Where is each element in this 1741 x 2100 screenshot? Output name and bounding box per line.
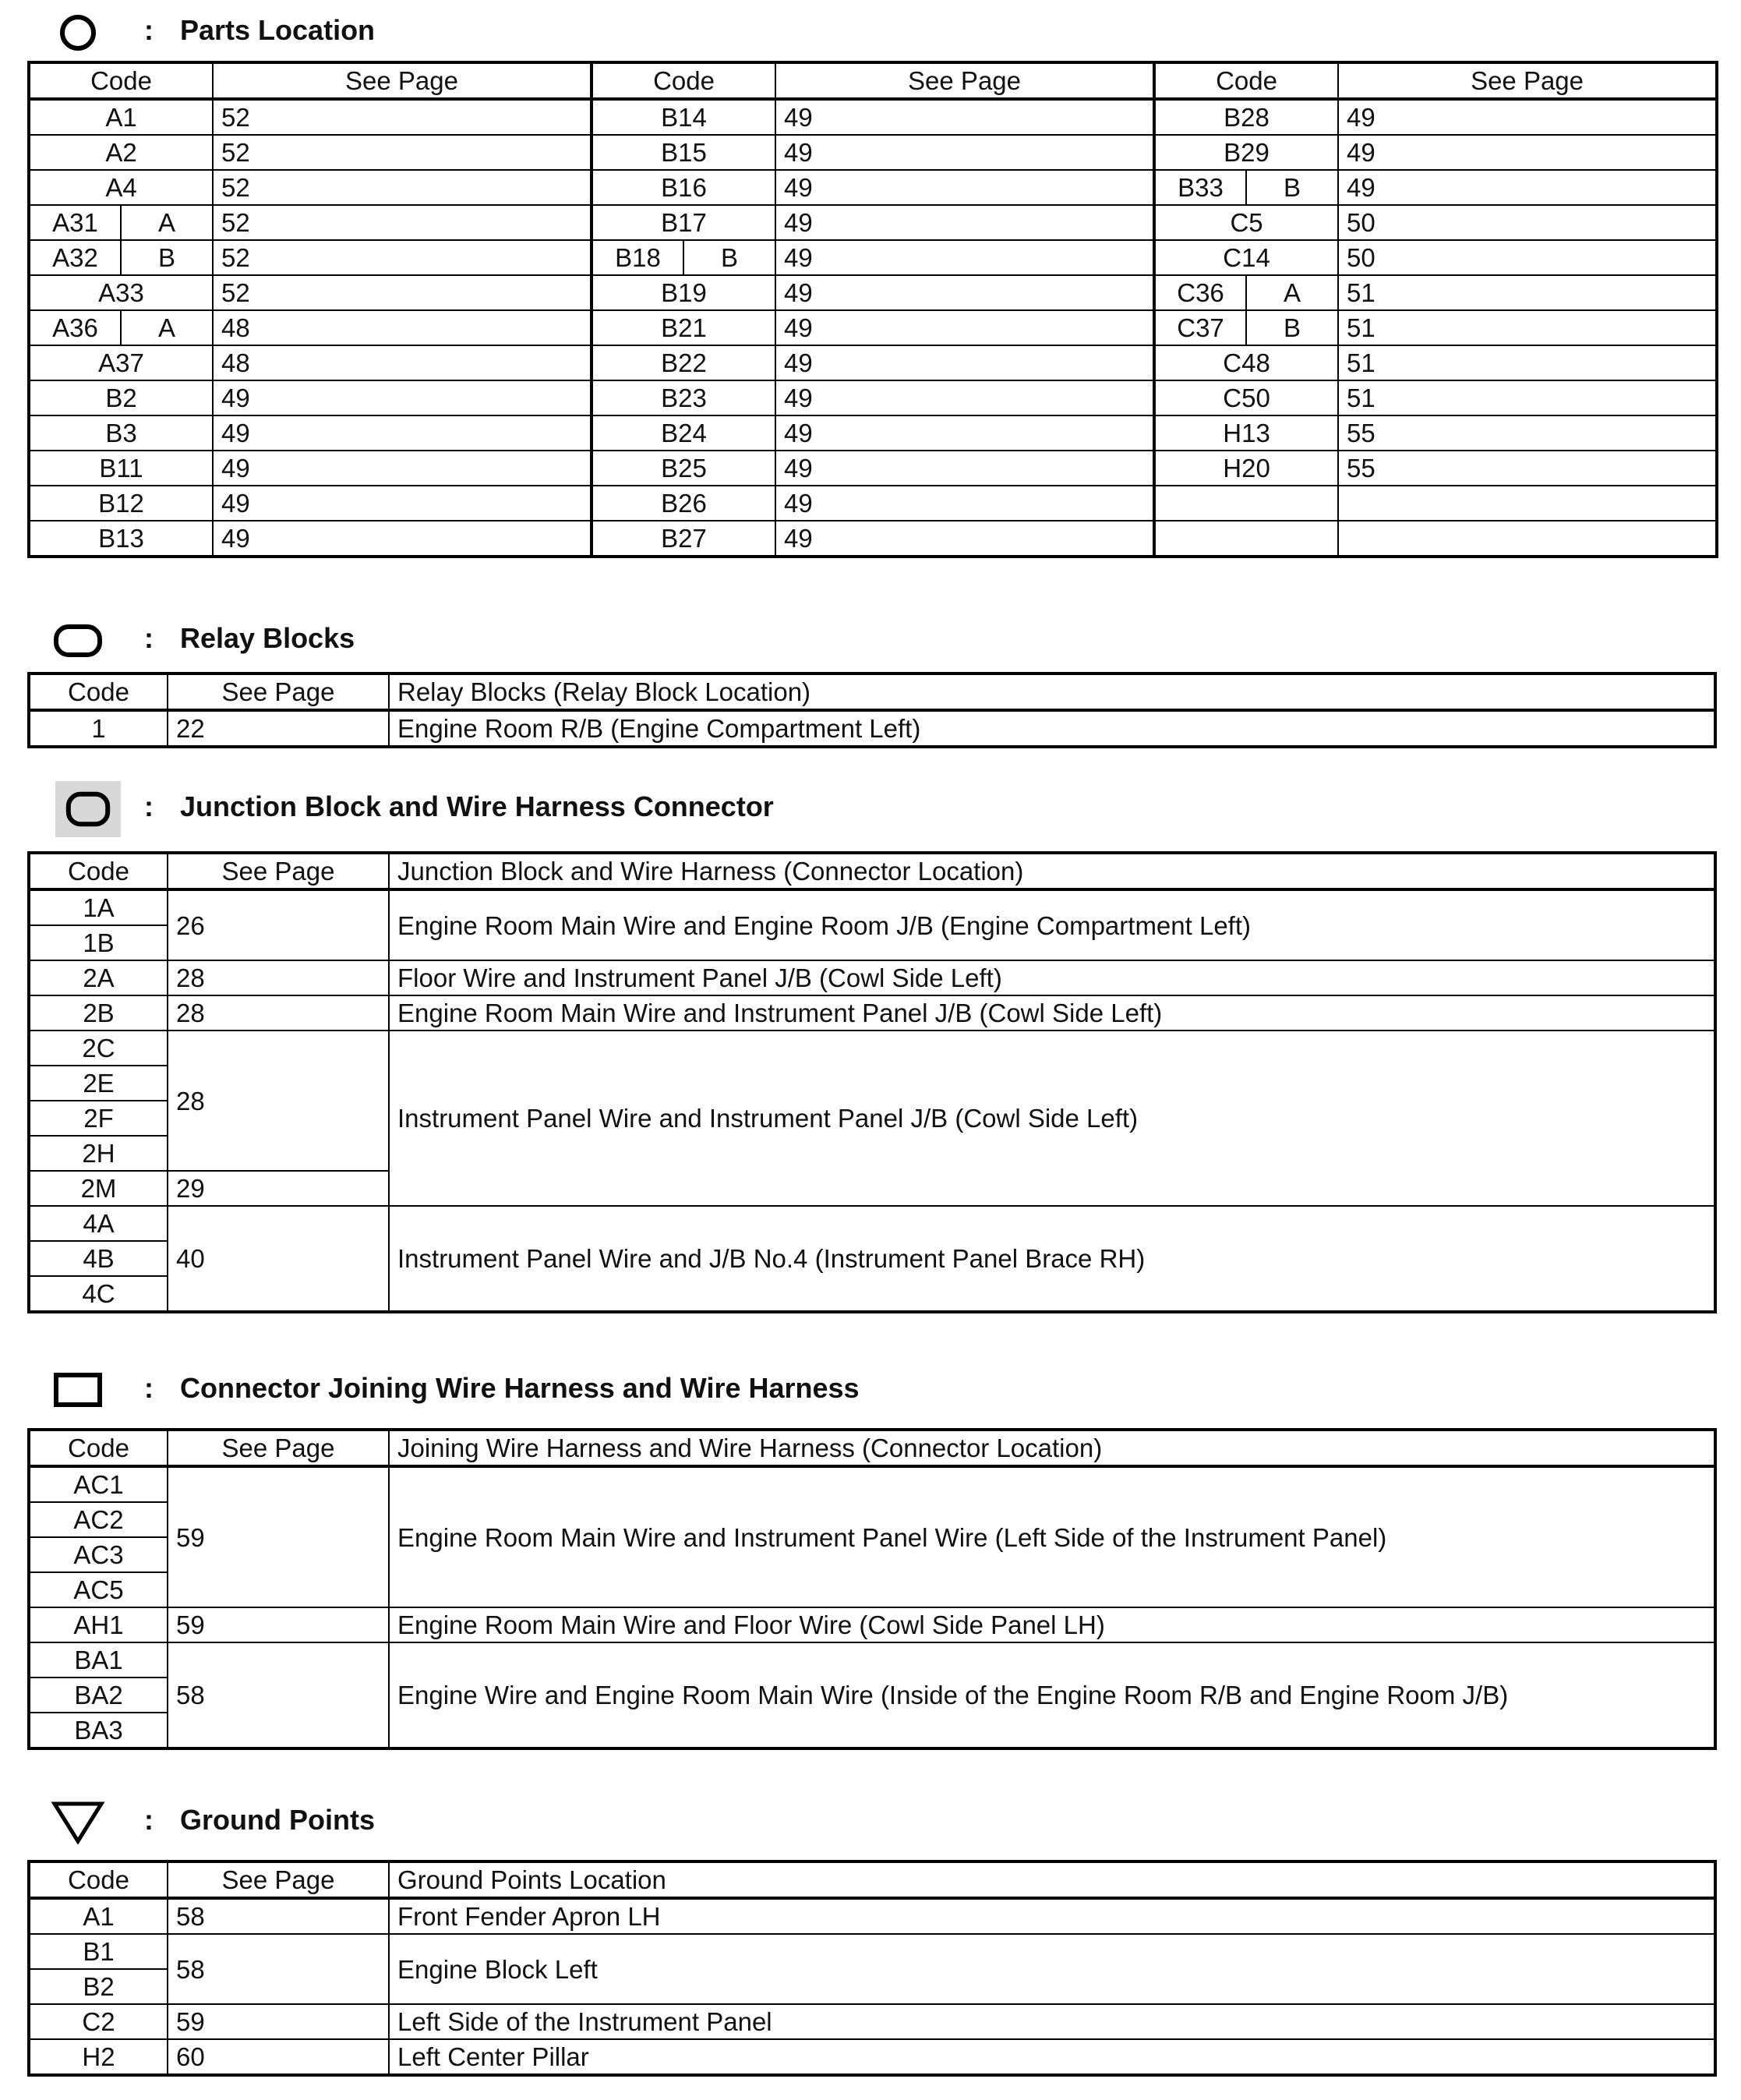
description-cell: Engine Block Left <box>389 1934 1715 2004</box>
parts-location-table <box>27 61 1718 558</box>
connector-variant-cell: B <box>683 240 775 275</box>
code-cell: 4A <box>29 1206 168 1241</box>
page-cell: 49 <box>775 99 1154 135</box>
page-cell: 26 <box>168 889 389 960</box>
page-cell: 49 <box>775 275 1154 310</box>
page-cell: 60 <box>168 2039 389 2075</box>
description-cell: Left Center Pillar <box>389 2039 1715 2075</box>
connector-variant-cell: B <box>1246 170 1338 205</box>
header-see-page: See Page <box>168 673 389 710</box>
table-row <box>29 205 1717 240</box>
page-cell: 52 <box>213 240 592 275</box>
code-cell: BA2 <box>29 1678 168 1713</box>
code-cell: C14 <box>1154 240 1338 275</box>
page-cell: 49 <box>775 521 1154 557</box>
description-cell: Engine Room Main Wire and Instrument Panel Wire (Left Side of the Instrument Panel) <box>389 1466 1715 1607</box>
table-row <box>29 521 1717 557</box>
page-cell: 28 <box>168 995 389 1031</box>
code-cell: B18 <box>592 240 683 275</box>
page-cell: 59 <box>168 1466 389 1607</box>
table-header-row <box>29 673 1715 710</box>
page-cell: 49 <box>775 415 1154 451</box>
code-cell: B26 <box>592 486 775 521</box>
description-cell: Instrument Panel Wire and Instrument Panel J/B (Cowl Side Left) <box>389 1031 1715 1206</box>
code-cell: 1B <box>29 925 168 960</box>
page-cell: 22 <box>168 710 389 747</box>
table-row <box>29 99 1717 135</box>
code-cell: B23 <box>592 380 775 415</box>
section-title: Junction Block and Wire Harness Connector <box>180 790 774 822</box>
code-cell: B2 <box>29 1969 168 2004</box>
page-cell: 49 <box>775 310 1154 345</box>
heading-colon: : <box>144 622 154 654</box>
ground-points-heading <box>27 1798 1717 1844</box>
code-cell: B17 <box>592 205 775 240</box>
code-cell: B33 <box>1154 170 1246 205</box>
page-cell: 49 <box>775 486 1154 521</box>
page-cell: 49 <box>1338 135 1717 170</box>
header-code: Code <box>29 853 168 889</box>
code-cell: B14 <box>592 99 775 135</box>
page-cell: 59 <box>168 1607 389 1642</box>
triangle-down-icon <box>51 1798 105 1844</box>
page-cell: 28 <box>168 1031 389 1171</box>
header-code: Code <box>29 1861 168 1898</box>
junction-block-heading <box>27 784 1717 831</box>
code-cell: B21 <box>592 310 775 345</box>
code-cell: 2M <box>29 1171 168 1206</box>
table-row <box>29 1206 1715 1241</box>
table-row <box>29 1898 1715 1934</box>
table-row <box>29 1607 1715 1642</box>
code-cell: 2B <box>29 995 168 1031</box>
code-cell: C36 <box>1154 275 1246 310</box>
page-cell: 49 <box>775 135 1154 170</box>
code-cell: H2 <box>29 2039 168 2075</box>
page-cell: 51 <box>1338 345 1717 380</box>
connector-variant-cell: B <box>121 240 213 275</box>
heading-colon: : <box>144 1804 154 1836</box>
table-row <box>29 710 1715 747</box>
code-cell: A4 <box>29 170 213 205</box>
page-cell: 59 <box>168 2004 389 2039</box>
page-cell: 28 <box>168 960 389 995</box>
table-header-row <box>29 1861 1715 1898</box>
code-cell: A1 <box>29 1898 168 1934</box>
code-cell: 2H <box>29 1136 168 1171</box>
page-cell: 49 <box>775 451 1154 486</box>
code-cell: B11 <box>29 451 213 486</box>
page-cell: 49 <box>213 521 592 557</box>
page-cell: 51 <box>1338 275 1717 310</box>
header-see-page: See Page <box>168 1430 389 1466</box>
page-cell: 52 <box>213 275 592 310</box>
header-see-page: See Page <box>775 62 1154 99</box>
page-cell: 49 <box>775 170 1154 205</box>
code-cell: H20 <box>1154 451 1338 486</box>
table-row <box>29 345 1717 380</box>
page-cell: 49 <box>775 345 1154 380</box>
shaded-rounded-rect-icon <box>55 781 121 837</box>
table-row <box>29 1031 1715 1066</box>
table-row <box>29 995 1715 1031</box>
code-cell: 4B <box>29 1241 168 1276</box>
header-see-page: See Page <box>1338 62 1717 99</box>
code-cell: 2F <box>29 1101 168 1136</box>
table-header-row <box>29 853 1715 889</box>
page-cell: 49 <box>1338 170 1717 205</box>
connector-joining-table <box>27 1428 1717 1750</box>
table-row <box>29 451 1717 486</box>
code-cell: C2 <box>29 2004 168 2039</box>
heading-colon: : <box>144 14 154 46</box>
page-cell: 49 <box>213 380 592 415</box>
code-cell: A2 <box>29 135 213 170</box>
page-cell: 50 <box>1338 205 1717 240</box>
code-cell: BA1 <box>29 1642 168 1678</box>
page-cell: 52 <box>213 205 592 240</box>
table-header-row <box>29 62 1717 99</box>
page-cell <box>1338 486 1717 521</box>
code-cell: C48 <box>1154 345 1338 380</box>
code-cell: B28 <box>1154 99 1338 135</box>
page-cell: 50 <box>1338 240 1717 275</box>
square-icon <box>51 1366 105 1412</box>
code-cell: A31 <box>29 205 121 240</box>
page-cell: 29 <box>168 1171 389 1206</box>
description-cell: Left Side of the Instrument Panel <box>389 2004 1715 2039</box>
connector-variant-cell: A <box>121 310 213 345</box>
code-cell: H13 <box>1154 415 1338 451</box>
page-cell: 49 <box>213 486 592 521</box>
table-row <box>29 275 1717 310</box>
code-cell: AC5 <box>29 1572 168 1607</box>
code-cell: A32 <box>29 240 121 275</box>
table-row <box>29 310 1717 345</box>
page-cell: 40 <box>168 1206 389 1312</box>
code-cell: A36 <box>29 310 121 345</box>
connector-variant-cell: B <box>1246 310 1338 345</box>
page-cell: 48 <box>213 310 592 345</box>
table-row <box>29 1642 1715 1678</box>
connector-variant-cell: A <box>1246 275 1338 310</box>
code-cell: 2A <box>29 960 168 995</box>
junction-block-table <box>27 851 1717 1313</box>
section-title: Relay Blocks <box>180 622 355 654</box>
code-cell: B22 <box>592 345 775 380</box>
code-cell: B15 <box>592 135 775 170</box>
page-cell: 52 <box>213 135 592 170</box>
page-cell <box>1338 521 1717 557</box>
table-row <box>29 1466 1715 1502</box>
header-see-page: See Page <box>213 62 592 99</box>
page-cell: 55 <box>1338 451 1717 486</box>
header-code: Code <box>1154 62 1338 99</box>
header-see-page: See Page <box>168 853 389 889</box>
description-cell: Engine Room Main Wire and Engine Room J/B (Engine Compartment Left) <box>389 889 1715 960</box>
code-cell: 4C <box>29 1276 168 1312</box>
header-description: Joining Wire Harness and Wire Harness (Connector Location) <box>389 1430 1715 1466</box>
description-cell: Engine Room Main Wire and Floor Wire (Cowl Side Panel LH) <box>389 1607 1715 1642</box>
table-row <box>29 1934 1715 1969</box>
code-cell: 2E <box>29 1066 168 1101</box>
description-cell: Floor Wire and Instrument Panel J/B (Cowl Side Left) <box>389 960 1715 995</box>
description-cell: Engine Room Main Wire and Instrument Panel J/B (Cowl Side Left) <box>389 995 1715 1031</box>
page-cell: 58 <box>168 1642 389 1748</box>
relay-blocks-table <box>27 672 1717 748</box>
table-header-row <box>29 1430 1715 1466</box>
section-title: Parts Location <box>180 14 376 46</box>
page-cell: 51 <box>1338 310 1717 345</box>
table-row <box>29 415 1717 451</box>
page-cell: 49 <box>1338 99 1717 135</box>
table-row <box>29 960 1715 995</box>
code-cell: B19 <box>592 275 775 310</box>
code-cell: AC1 <box>29 1466 168 1502</box>
code-cell: B1 <box>29 1934 168 1969</box>
section-title: Ground Points <box>180 1804 375 1836</box>
connector-joining-heading <box>27 1366 1717 1412</box>
page-cell: 49 <box>213 415 592 451</box>
table-row <box>29 135 1717 170</box>
rounded-rect-icon <box>51 616 105 663</box>
page-cell: 52 <box>213 99 592 135</box>
connector-variant-cell: A <box>121 205 213 240</box>
table-row <box>29 2039 1715 2075</box>
header-description: Relay Blocks (Relay Block Location) <box>389 673 1715 710</box>
header-code: Code <box>592 62 775 99</box>
code-cell: B27 <box>592 521 775 557</box>
code-cell: B2 <box>29 380 213 415</box>
header-code: Code <box>29 673 168 710</box>
page-cell: 58 <box>168 1934 389 2004</box>
heading-colon: : <box>144 1372 154 1404</box>
code-cell: 1A <box>29 889 168 925</box>
table-row <box>29 486 1717 521</box>
header-description: Ground Points Location <box>389 1861 1715 1898</box>
page-cell: 49 <box>775 205 1154 240</box>
parts-location-heading <box>27 8 1717 55</box>
code-cell: C5 <box>1154 205 1338 240</box>
code-cell: AC2 <box>29 1502 168 1537</box>
code-cell: 1 <box>29 710 168 747</box>
code-cell: A1 <box>29 99 213 135</box>
description-cell: Engine Room R/B (Engine Compartment Left) <box>389 710 1715 747</box>
page-cell: 55 <box>1338 415 1717 451</box>
header-code: Code <box>29 1430 168 1466</box>
table-row <box>29 380 1717 415</box>
table-row <box>29 240 1717 275</box>
code-cell: AC3 <box>29 1537 168 1572</box>
code-cell: B29 <box>1154 135 1338 170</box>
page-cell: 49 <box>775 380 1154 415</box>
code-cell: 2C <box>29 1031 168 1066</box>
code-cell: BA3 <box>29 1713 168 1748</box>
description-cell: Front Fender Apron LH <box>389 1898 1715 1934</box>
circle-icon <box>51 8 105 55</box>
code-cell: B3 <box>29 415 213 451</box>
table-row <box>29 2004 1715 2039</box>
header-description: Junction Block and Wire Harness (Connector Location) <box>389 853 1715 889</box>
code-cell: B16 <box>592 170 775 205</box>
code-cell: A37 <box>29 345 213 380</box>
code-cell: B24 <box>592 415 775 451</box>
code-cell: C37 <box>1154 310 1246 345</box>
page-cell: 51 <box>1338 380 1717 415</box>
code-cell: B13 <box>29 521 213 557</box>
section-title: Connector Joining Wire Harness and Wire Harness <box>180 1372 860 1404</box>
code-cell: B25 <box>592 451 775 486</box>
table-row <box>29 170 1717 205</box>
heading-colon: : <box>144 790 154 822</box>
page-cell: 49 <box>775 240 1154 275</box>
description-cell: Instrument Panel Wire and J/B No.4 (Instrument Panel Brace RH) <box>389 1206 1715 1312</box>
table-row <box>29 889 1715 925</box>
ground-points-table <box>27 1860 1717 2077</box>
code-cell: B12 <box>29 486 213 521</box>
page-cell: 48 <box>213 345 592 380</box>
relay-blocks-heading <box>27 616 1717 663</box>
page-cell: 52 <box>213 170 592 205</box>
code-cell <box>1154 521 1338 557</box>
page-cell: 49 <box>213 451 592 486</box>
code-cell: AH1 <box>29 1607 168 1642</box>
page-cell: 58 <box>168 1898 389 1934</box>
description-cell: Engine Wire and Engine Room Main Wire (Inside of the Engine Room R/B and Engine Room J/B) <box>389 1642 1715 1748</box>
header-see-page: See Page <box>168 1861 389 1898</box>
code-cell: C50 <box>1154 380 1338 415</box>
header-code: Code <box>29 62 213 99</box>
code-cell <box>1154 486 1338 521</box>
code-cell: A33 <box>29 275 213 310</box>
